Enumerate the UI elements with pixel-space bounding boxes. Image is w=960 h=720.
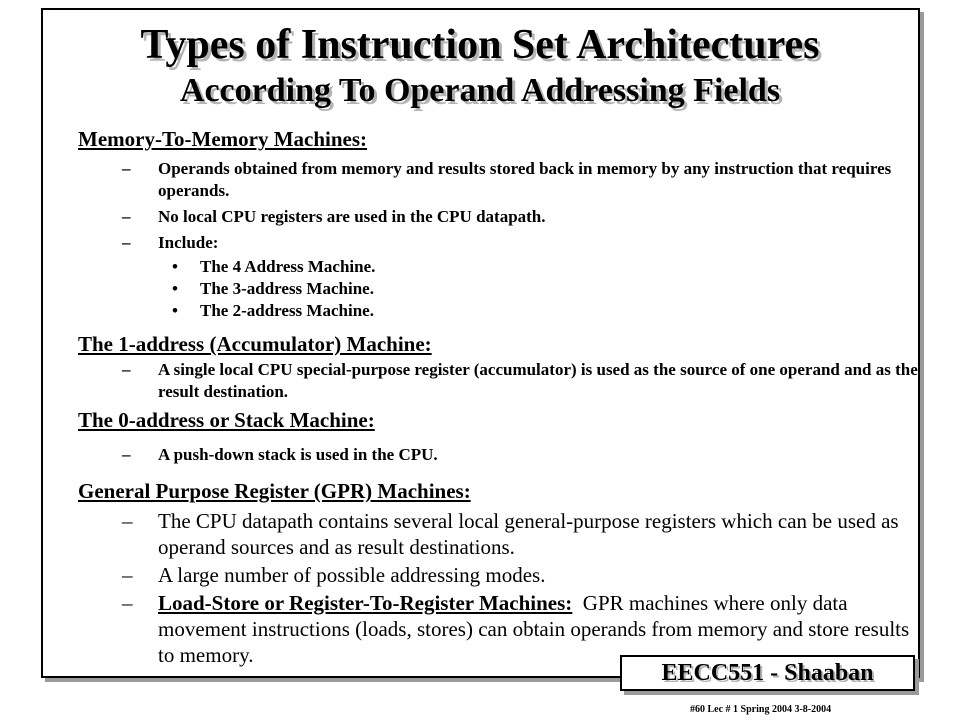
bullet-text: The 3-address Machine. — [200, 279, 374, 298]
slide-title: Types of Instruction Set Architectures — [140, 22, 820, 68]
bullet-text: The 2-address Machine. — [200, 301, 374, 320]
slide-subtitle: According To Operand Addressing Fields — [179, 72, 781, 109]
bullet-icon: • — [172, 301, 178, 320]
bullet-icon: • — [172, 257, 178, 276]
load-store-text: GPR machines where only data movement instructions (loads, stores) can obtain operands from memory and store results to memory. — [158, 591, 910, 667]
load-store-label: Load-Store or Register-To-Register Machines: — [158, 591, 573, 615]
slide-footer: #60 Lec # 1 Spring 2004 3-8-2004 — [690, 704, 832, 715]
dash-marker: – — [122, 159, 131, 178]
course-badge: EECC551 - Shaaban — [620, 655, 915, 691]
dash-marker: – — [122, 591, 133, 615]
heading-gpr: General Purpose Register (GPR) Machines: — [78, 479, 471, 503]
item-text: No local CPU registers are used in the CPU datapath. — [158, 207, 546, 226]
item-text: A single local CPU special-purpose register (accumulator) is used as the source of one operand and as the result destination. — [158, 360, 918, 401]
dash-marker: – — [122, 563, 133, 587]
heading-stack: The 0-address or Stack Machine: — [78, 408, 375, 432]
dash-marker: – — [122, 509, 133, 533]
bullet-icon: • — [172, 279, 178, 298]
dash-marker: – — [122, 445, 131, 464]
item-text: Operands obtained from memory and results stored back in memory by any instruction that requires operands. — [158, 159, 892, 200]
dash-marker: – — [122, 207, 131, 226]
item-text: The CPU datapath contains several local general-purpose registers which can be used as operand sources and as result destinations. — [158, 509, 899, 559]
bullet-text: The 4 Address Machine. — [200, 257, 376, 276]
item-text: Include: — [158, 233, 219, 252]
item-text: A large number of possible addressing modes. — [158, 563, 546, 587]
dash-marker: – — [122, 360, 131, 379]
heading-memory-to-memory: Memory-To-Memory Machines: — [78, 127, 368, 151]
item-text: A push-down stack is used in the CPU. — [158, 445, 438, 464]
dash-marker: – — [122, 233, 131, 252]
heading-accumulator: The 1-address (Accumulator) Machine: — [78, 332, 432, 356]
